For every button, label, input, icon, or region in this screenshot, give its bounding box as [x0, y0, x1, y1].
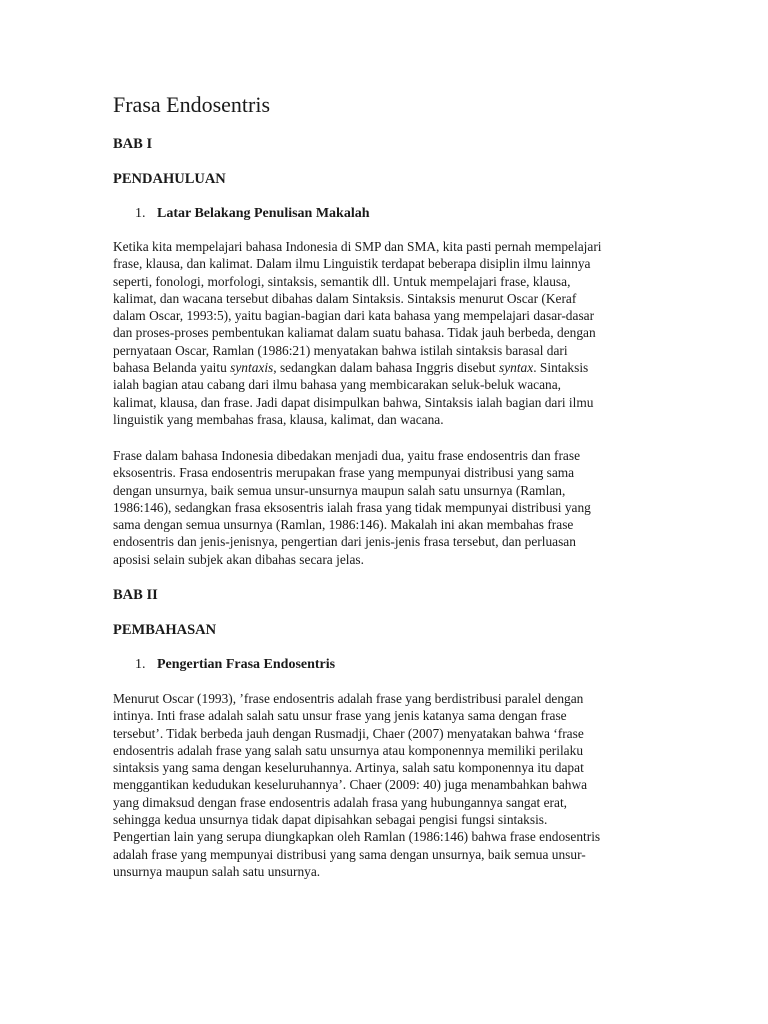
paragraph-pengertian	[113, 690, 600, 880]
subsection-title: Latar Belakang Penulisan Makalah	[157, 206, 370, 221]
text-line: sehingga kedua unsurnya tidak dapat dipisahkan sebagai pengisi fungsi sintaksis.	[113, 812, 548, 828]
text-line: ialah bagian atau cabang dari ilmu bahasa yang membicarakan seluk-beluk wacana,	[113, 377, 562, 393]
text-line: sintaksis yang sama dengan keseluruhannya. Artinya, salah satu komponennya itu dapat	[113, 760, 584, 776]
text-line: linguistik yang membahas frasa, klausa, kalimat, dan wacana.	[113, 411, 444, 427]
subsection-heading-latar-belakang	[113, 205, 370, 223]
text-line: dan proses-proses pembentukan kaliamat dalam suatu bahasa. Tidak jauh berbeda, dengan	[113, 325, 596, 341]
document-title: Frasa Endosentris	[113, 92, 271, 117]
text-line: Menurut Oscar (1993), ’frase endosentris adalah frase yang berdistribusi paralel dengan	[113, 691, 584, 706]
text-line: frase, klausa, dan kalimat. Dalam ilmu Linguistik terdapat beberapa disiplin ilmu lainnya	[113, 256, 591, 272]
text-line: aposisi selain subjek akan dibahas secara jelas.	[113, 551, 364, 567]
text-line: dalam Oscar, 1993:5), yaitu bagian-bagian dari kata bahasa yang mempelajari dasar-dasar	[113, 308, 595, 324]
text-line: tersebut’. Tidak berbeda jauh dengan Rusmadji, Chaer (2007) menyatakan bahwa ‘frase	[113, 725, 584, 741]
italic-term-syntax: syntax	[498, 360, 534, 376]
text-line: sama dengan semua unsurnya (Ramlan, 1986:146). Makalah ini akan membahas frase	[113, 517, 574, 533]
text-line: adalah frase yang mempunyai distribusi yang sama dengan unsurnya, baik semua unsur-	[113, 846, 586, 862]
text-line: unsurnya maupun salah satu unsurnya.	[113, 863, 321, 879]
text-line: yang dimaksud dengan frase endosentris adalah frasa yang hubungannya sangat erat,	[113, 794, 568, 810]
list-number: 1.	[135, 206, 146, 221]
section-heading-pendahuluan: PENDAHULUAN	[113, 171, 226, 187]
text-line: dengan unsurnya, baik semua unsur-unsurnya maupun salah satu unsurnya (Ramlan,	[113, 482, 566, 498]
text-line: seperti, fonologi, morfologi, sintaksis, semantik dll. Untuk mempelajari frase, klausa,	[113, 273, 571, 289]
text-line: Pengertian lain yang serupa diungkapkan oleh Ramlan (1986:146) bahwa frase endosentris	[113, 829, 601, 845]
text-line: kalimat, dan wacana tersebut dibahas dalam Sintaksis. Sintaksis menurut Oscar (Keraf	[113, 290, 577, 306]
text-line: Frase dalam bahasa Indonesia dibedakan menjadi dua, yaitu frase endosentris dan frase	[113, 448, 581, 463]
text-line: eksosentris. Frasa endosentris merupakan frase yang mempunyai distribusi yang sama	[113, 465, 575, 481]
text-line: intinya. Inti frase adalah salah satu unsur frase yang jenis katanya sama dengan frase	[113, 708, 567, 724]
text-line: pernyataan Oscar, Ramlan (1986:21) menyatakan bahwa istilah sintaksis barasal dari	[113, 342, 568, 358]
section-heading-pembahasan: PEMBAHASAN	[113, 622, 217, 638]
chapter-heading-bab-2: BAB II	[113, 587, 158, 603]
text-line: endosentris adalah frase yang salah satu unsurnya atau komponennya memiliki perilaku	[113, 742, 584, 758]
italic-term-syntaxis: syntaxis	[230, 360, 274, 376]
text-line: kalimat, klausa, dan frase. Jadi dapat disimpulkan bahwa, Sintaksis ialah bagian dari ilmu	[113, 394, 594, 410]
text-line	[113, 359, 602, 376]
text-line: Ketika kita mempelajari bahasa Indonesia di SMP dan SMA, kita pasti pernah mempelajari	[113, 239, 602, 254]
text-line: endosentris dan jenis-jenisnya, pengertian dari jenis-jenis frasa tersebut, dan perluasan	[113, 534, 576, 550]
text-run: . Sintaksis	[533, 360, 589, 376]
text-run: , sedangkan dalam bahasa Inggris disebut	[273, 360, 499, 376]
text-line: 1986:146), sedangkan frasa eksosentris ialah frasa yang tidak mempunyai distribusi yang	[113, 499, 591, 515]
text-line: menggantikan kedudukan keseluruhannya’. Chaer (2009: 40) juga menambahkan bahwa	[113, 777, 588, 793]
text-run: bahasa Belanda yaitu	[113, 360, 231, 376]
list-number: 1.	[135, 657, 146, 672]
subsection-heading-pengertian	[113, 656, 335, 674]
paragraph-latar-belakang-1	[113, 238, 602, 428]
subsection-title: Pengertian Frasa Endosentris	[157, 657, 336, 672]
chapter-heading-bab-1: BAB I	[113, 136, 153, 152]
paragraph-latar-belakang-2	[113, 447, 591, 568]
